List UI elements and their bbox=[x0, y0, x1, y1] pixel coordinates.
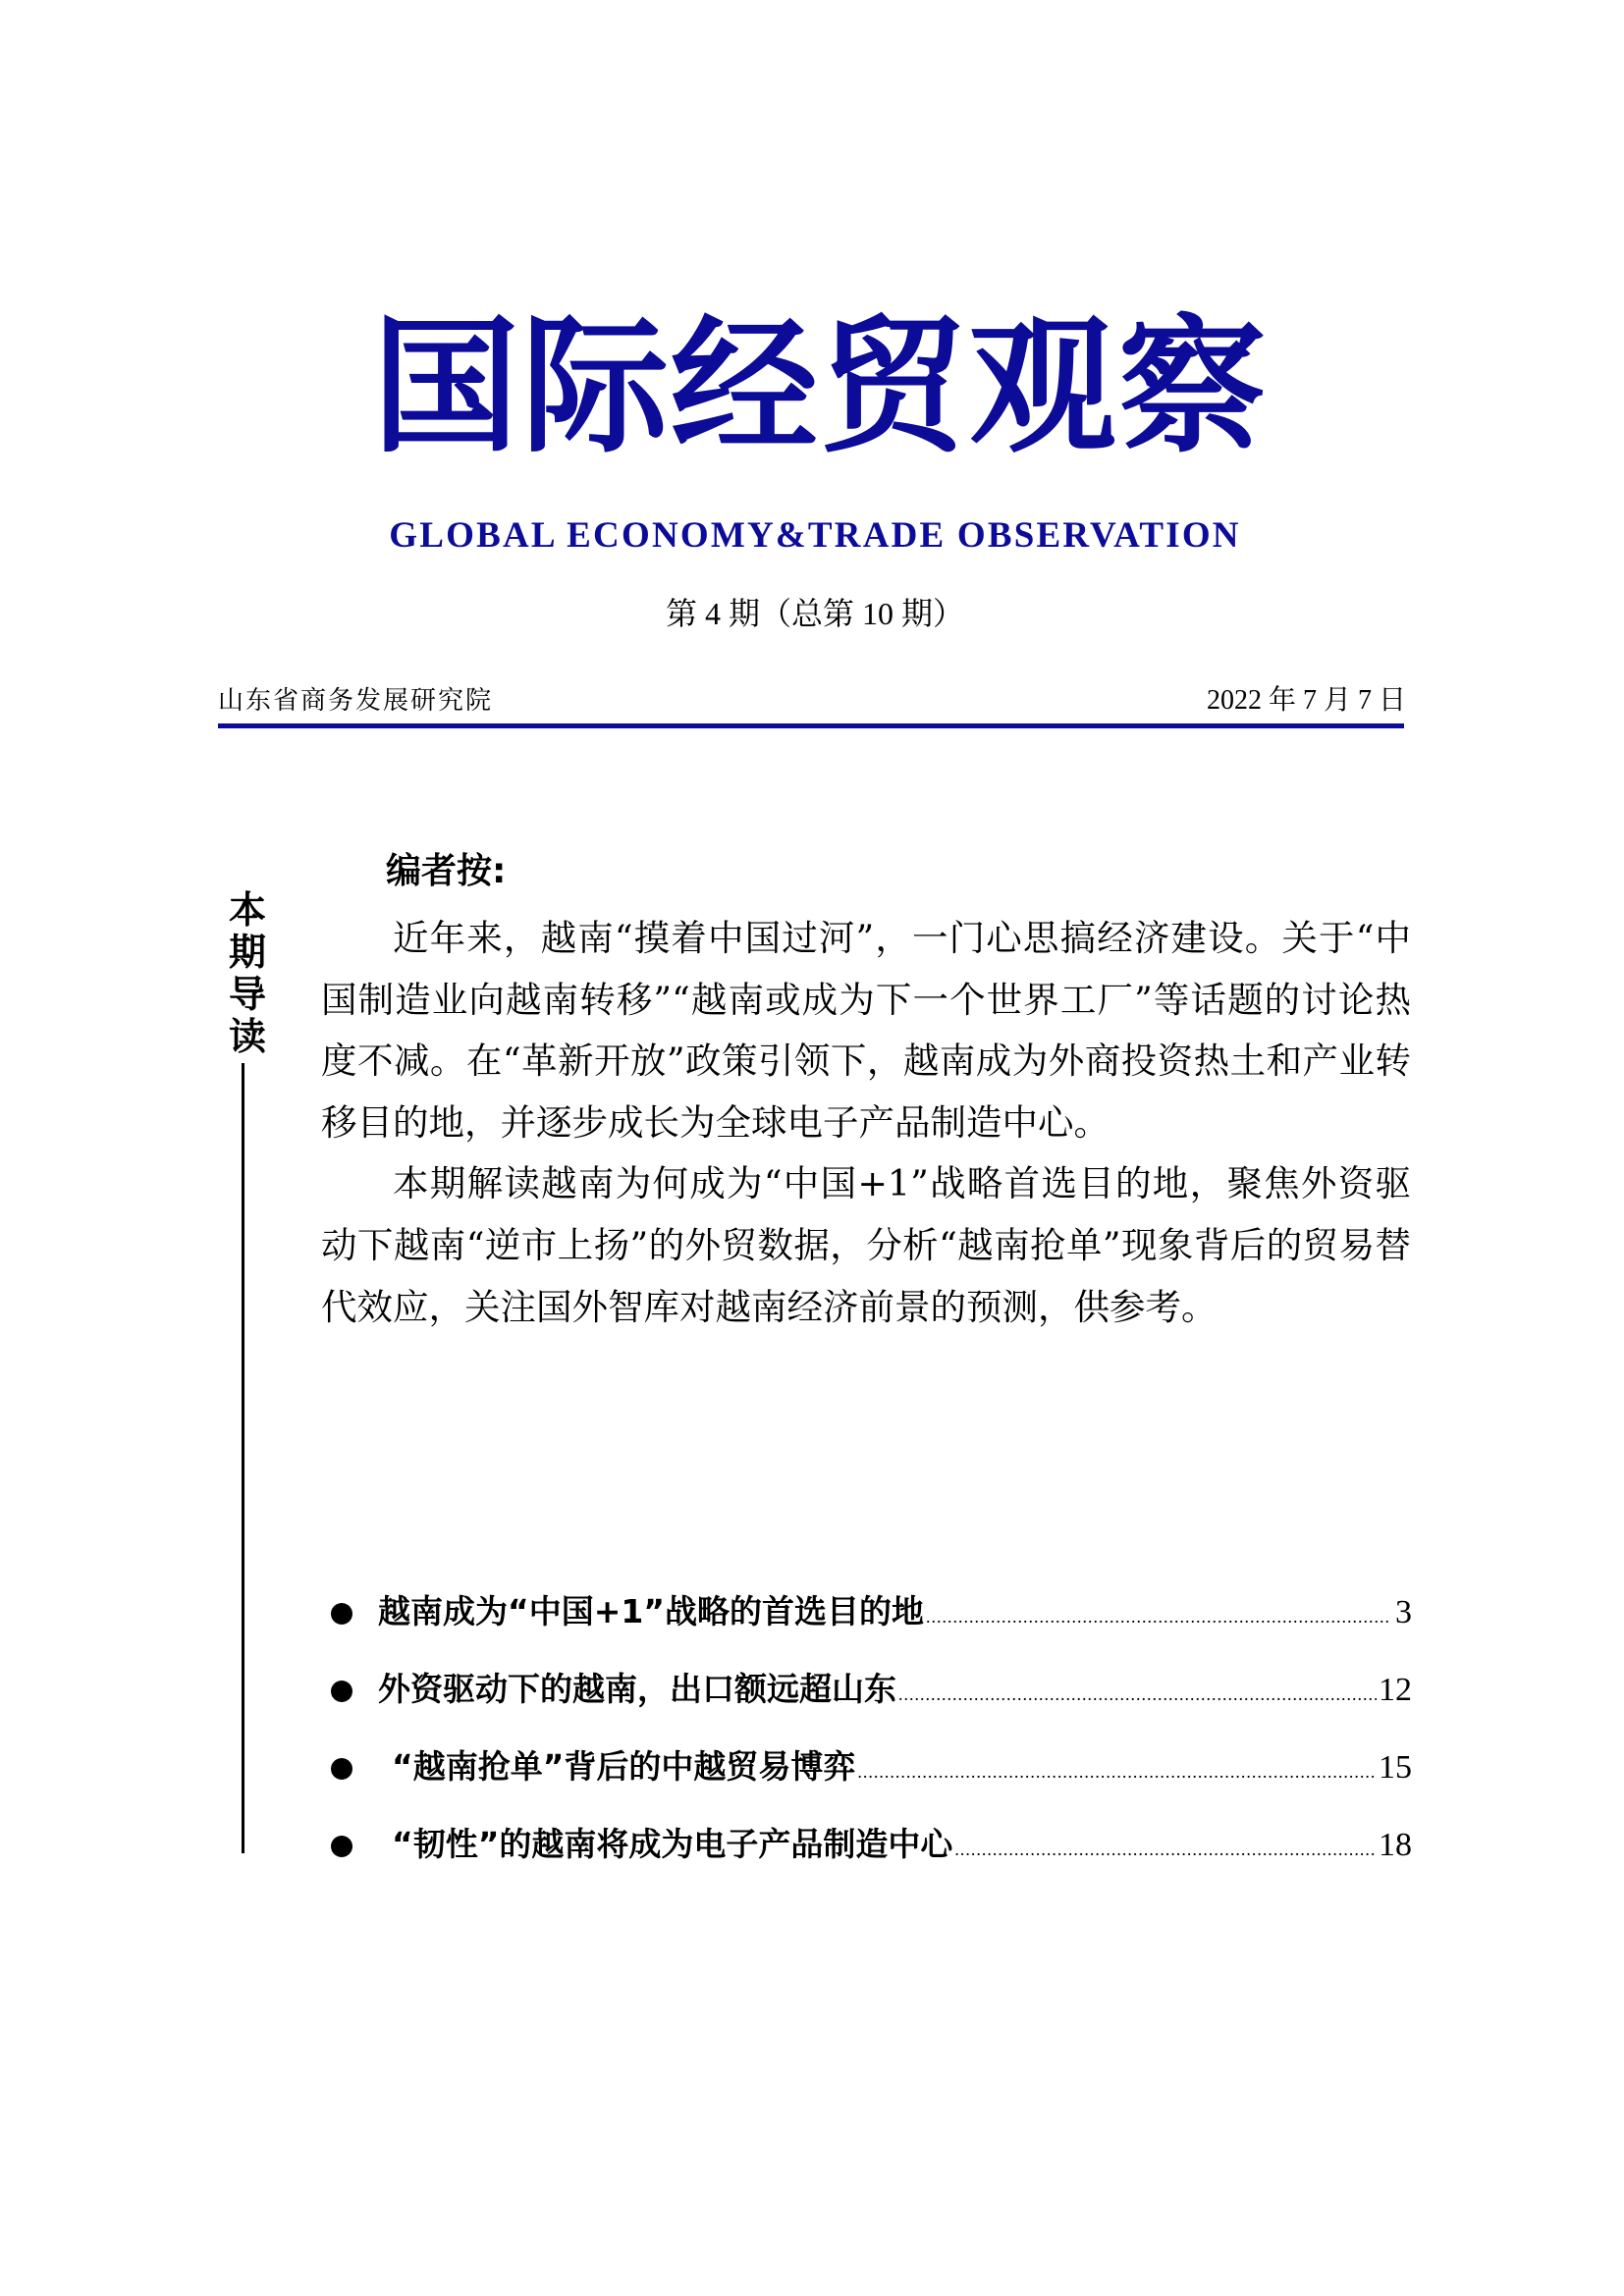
toc-item-title[interactable]: “韧性”的越南将成为电子产品制造中心 bbox=[392, 1825, 953, 1863]
issue-number: 第 4 期（总第 10 期） bbox=[665, 596, 964, 631]
toc-item-title[interactable]: 外资驱动下的越南，出口额远超山东 bbox=[378, 1670, 896, 1708]
publication-date: 2022 年 7 月 7 日 bbox=[1206, 685, 1406, 716]
editor-note-body bbox=[321, 908, 1411, 1338]
side-label-char: 期 bbox=[228, 931, 266, 974]
toc-dot-leader bbox=[926, 1589, 1390, 1644]
toc-item[interactable] bbox=[324, 1739, 1412, 1817]
editor-note-paragraph: 近年来，越南“摸着中国过河”，一门心思搞经济建设。关于“中国制造业向越南转移”“越南或成为下一个世界工厂”等话题的讨论热度不减。在“革新开放”政策引领下，越南成为外商投资热土和产业转移目的地，并逐步成长为全球电子产品制造中心。 bbox=[321, 917, 1411, 1144]
toc-item-page[interactable]: 12 bbox=[1379, 1672, 1412, 1708]
bullet-icon bbox=[331, 1681, 352, 1702]
toc-item[interactable] bbox=[324, 1817, 1412, 1895]
toc-item-title[interactable]: “越南抢单”背后的中越贸易博弈 bbox=[392, 1747, 856, 1786]
editor-note-heading: 编者按: bbox=[386, 851, 507, 891]
bullet-icon bbox=[331, 1603, 352, 1625]
toc-item[interactable] bbox=[324, 1662, 1412, 1739]
masthead-title: 国际经贸观察 bbox=[371, 302, 1268, 473]
table-of-contents bbox=[324, 1584, 1412, 1895]
header-divider bbox=[218, 723, 1404, 728]
side-vertical-rule bbox=[242, 1063, 244, 1853]
publisher-name: 山东省商务发展研究院 bbox=[218, 686, 494, 716]
side-label-char: 读 bbox=[228, 1015, 266, 1058]
toc-item-page[interactable]: 18 bbox=[1379, 1827, 1412, 1863]
toc-dot-leader bbox=[857, 1744, 1377, 1799]
toc-dot-leader bbox=[954, 1822, 1377, 1877]
side-label-issue-guide bbox=[224, 889, 271, 1058]
editor-note-paragraph: 本期解读越南为何成为“中国+1”战略首选目的地，聚焦外资驱动下越南“逆市上扬”的外贸数据，分析“越南抢单”现象背后的贸易替代效应，关注国外智库对越南经济前景的预测，供参考。 bbox=[321, 1162, 1411, 1328]
toc-dot-leader bbox=[898, 1667, 1377, 1722]
toc-item-title[interactable]: 越南成为“中国+1”战略的首选目的地 bbox=[378, 1592, 924, 1630]
toc-item-page[interactable]: 3 bbox=[1395, 1594, 1412, 1630]
toc-item[interactable] bbox=[324, 1584, 1412, 1662]
bullet-icon bbox=[331, 1836, 352, 1857]
masthead-subtitle: GLOBAL ECONOMY&TRADE OBSERVATION bbox=[389, 515, 1241, 556]
toc-item-page[interactable]: 15 bbox=[1379, 1749, 1412, 1786]
bullet-icon bbox=[331, 1758, 352, 1780]
side-label-char: 导 bbox=[228, 973, 266, 1016]
side-label-char: 本 bbox=[228, 888, 266, 932]
